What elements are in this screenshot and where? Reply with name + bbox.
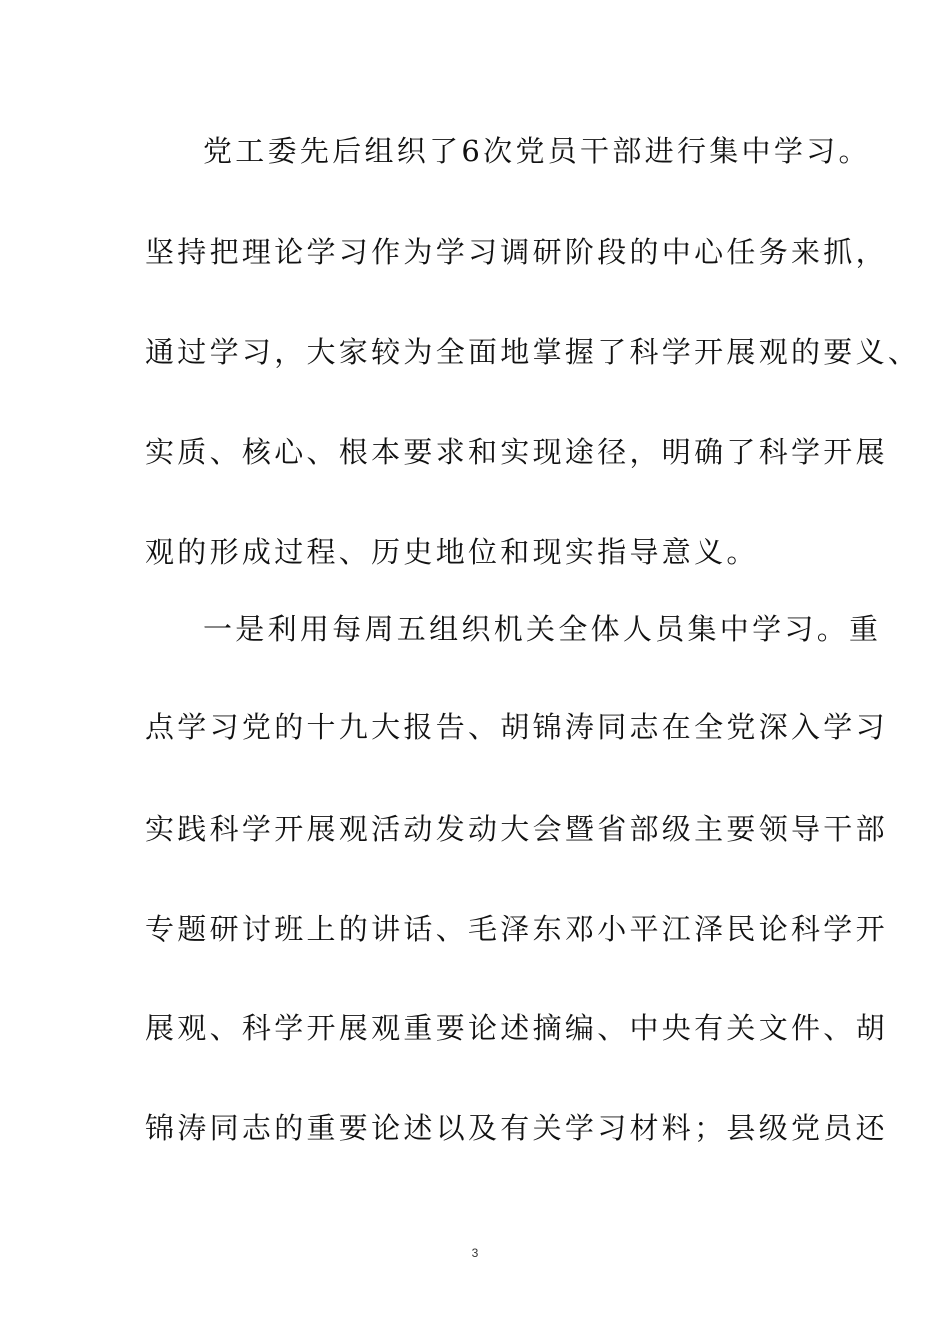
text-line: 一是利用每周五组织机关全体人员集中学习。重: [203, 612, 882, 646]
text-line: 坚持把理论学习作为学习调研阶段的中心任务来抓，: [145, 235, 888, 269]
text-line: 点学习党的十九大报告、胡锦涛同志在全党深入学习: [145, 710, 888, 744]
text-line: 专题研讨班上的讲话、毛泽东邓小平江泽民论科学开: [145, 912, 888, 946]
text-line: 展观、科学开展观重要论述摘编、中央有关文件、胡: [145, 1011, 888, 1045]
text-line: 实质、核心、根本要求和实现途径，明确了科学开展: [145, 435, 888, 469]
text-line: 锦涛同志的重要论述以及有关学习材料；县级党员还: [145, 1111, 888, 1145]
page-number: 3: [471, 1246, 479, 1260]
text-line: 通过学习，大家较为全面地掌握了科学开展观的要义、: [145, 335, 921, 369]
text-line: 实践科学开展观活动发动大会暨省部级主要领导干部: [145, 812, 888, 846]
text-line: 党工委先后组织了6次党员干部进行集中学习。: [203, 134, 871, 168]
text-line: 观的形成过程、历史地位和现实指导意义。: [145, 535, 759, 569]
